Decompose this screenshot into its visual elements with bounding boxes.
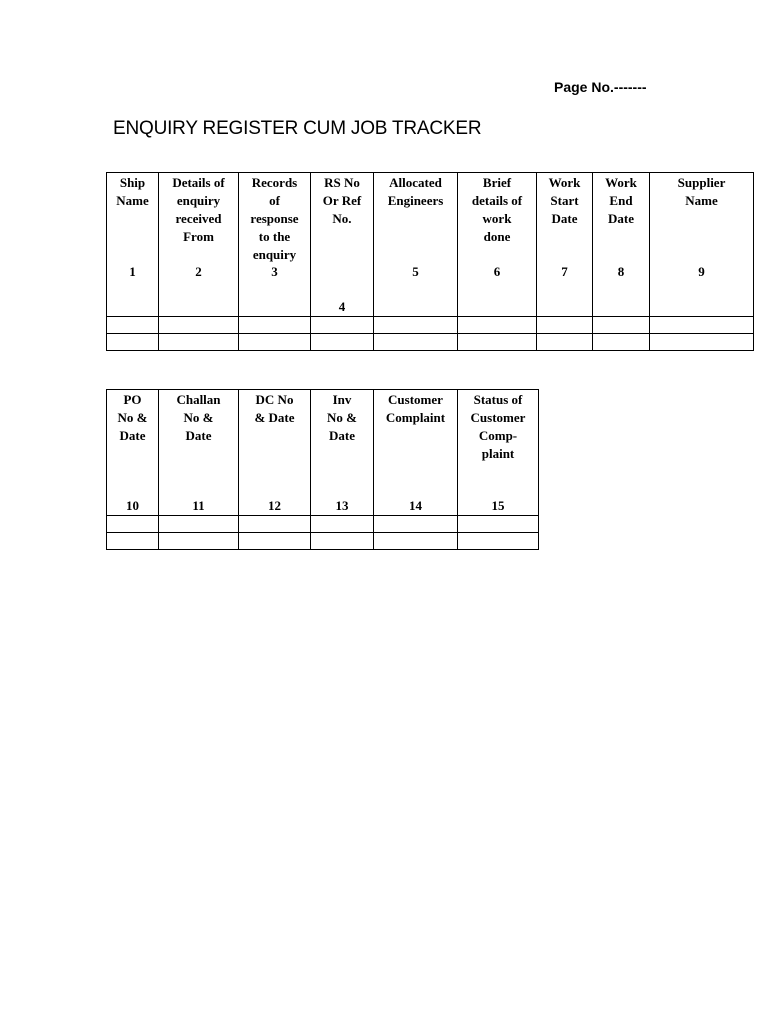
blank-cell[interactable]	[159, 317, 239, 334]
blank-cell[interactable]	[159, 334, 239, 351]
blank-cell[interactable]	[239, 516, 311, 533]
blank-cell[interactable]	[159, 516, 239, 533]
column-number: 1	[129, 264, 136, 279]
blank-cell[interactable]	[239, 334, 311, 351]
table-row	[107, 317, 754, 334]
table-row	[107, 334, 754, 351]
blank-cell[interactable]	[159, 533, 239, 550]
column-number: 3	[271, 264, 278, 279]
column-number: 4	[338, 299, 346, 314]
header-label: Work Start Date	[548, 175, 581, 226]
blank-cell[interactable]	[458, 334, 537, 351]
header-cell-inv-no-date	[311, 390, 374, 516]
blank-cell[interactable]	[458, 516, 539, 533]
table-row	[107, 533, 539, 550]
header-label: Brief details of work done	[471, 175, 523, 244]
blank-cell[interactable]	[458, 533, 539, 550]
blank-cell[interactable]	[374, 533, 458, 550]
header-label: PO No & Date	[117, 392, 148, 443]
blank-cell[interactable]	[311, 516, 374, 533]
column-number: 11	[192, 498, 205, 513]
blank-cell[interactable]	[311, 334, 374, 351]
blank-cell[interactable]	[593, 334, 650, 351]
header-cell-dc-no-date	[239, 390, 311, 516]
table-row	[107, 516, 539, 533]
header-cell-ship-name	[107, 173, 159, 317]
header-cell-work-details	[458, 173, 537, 317]
page-number: Page No.-------	[554, 79, 647, 95]
blank-cell[interactable]	[593, 317, 650, 334]
blank-cell[interactable]	[650, 334, 754, 351]
blank-cell[interactable]	[374, 516, 458, 533]
blank-cell[interactable]	[650, 317, 754, 334]
header-cell-supplier-name	[650, 173, 754, 317]
blank-cell[interactable]	[239, 533, 311, 550]
header-label: Challan No & Date	[176, 392, 221, 443]
job-tracker-table-1	[106, 172, 754, 351]
header-label: Supplier Name	[677, 175, 726, 208]
column-number: 13	[335, 498, 349, 513]
column-number: 15	[491, 498, 505, 513]
header-cell-enquiry-details	[159, 173, 239, 317]
header-cell-challan-no-date	[159, 390, 239, 516]
header-cell-complaint-status	[458, 390, 539, 516]
header-label: Records of response to the enquiry	[250, 175, 299, 262]
column-number: 7	[561, 264, 568, 279]
header-label: Ship Name	[116, 175, 149, 208]
header-label: Inv No & Date	[327, 392, 357, 443]
header-label: RS No Or Ref No.	[322, 175, 362, 226]
blank-cell[interactable]	[537, 334, 593, 351]
header-label: DC No & Date	[254, 392, 295, 425]
blank-cell[interactable]	[311, 533, 374, 550]
header-cell-response-records	[239, 173, 311, 317]
blank-cell[interactable]	[239, 317, 311, 334]
job-tracker-table-2	[106, 389, 539, 550]
blank-cell[interactable]	[458, 317, 537, 334]
header-label: Customer Complaint	[385, 392, 446, 425]
header-label: Status of Customer Comp- plaint	[470, 392, 526, 461]
column-number: 12	[268, 498, 281, 513]
column-number: 5	[412, 264, 419, 279]
column-number: 6	[493, 264, 501, 279]
blank-cell[interactable]	[107, 516, 159, 533]
column-number: 10	[126, 498, 139, 513]
header-cell-po-no-date	[107, 390, 159, 516]
blank-cell[interactable]	[374, 334, 458, 351]
header-label: Allocated Engineers	[387, 175, 444, 208]
blank-cell[interactable]	[311, 317, 374, 334]
header-label: Details of enquiry received From	[172, 175, 225, 244]
blank-cell[interactable]	[537, 317, 593, 334]
blank-cell[interactable]	[374, 317, 458, 334]
column-number: 14	[409, 498, 422, 513]
page-title: ENQUIRY REGISTER CUM JOB TRACKER	[113, 118, 482, 139]
blank-cell[interactable]	[107, 317, 159, 334]
header-cell-allocated-engineers	[374, 173, 458, 317]
header-label: Work End Date	[605, 175, 637, 226]
column-number: 2	[195, 264, 202, 279]
header-cell-rs-ref-no	[311, 173, 374, 317]
column-number: 8	[617, 264, 625, 279]
table-header-row	[107, 173, 754, 317]
column-number: 9	[698, 264, 705, 279]
table-header-row	[107, 390, 539, 516]
blank-cell[interactable]	[107, 533, 159, 550]
header-cell-work-end-date	[593, 173, 650, 317]
header-cell-customer-complaint	[374, 390, 458, 516]
blank-cell[interactable]	[107, 334, 159, 351]
header-cell-work-start-date	[537, 173, 593, 317]
